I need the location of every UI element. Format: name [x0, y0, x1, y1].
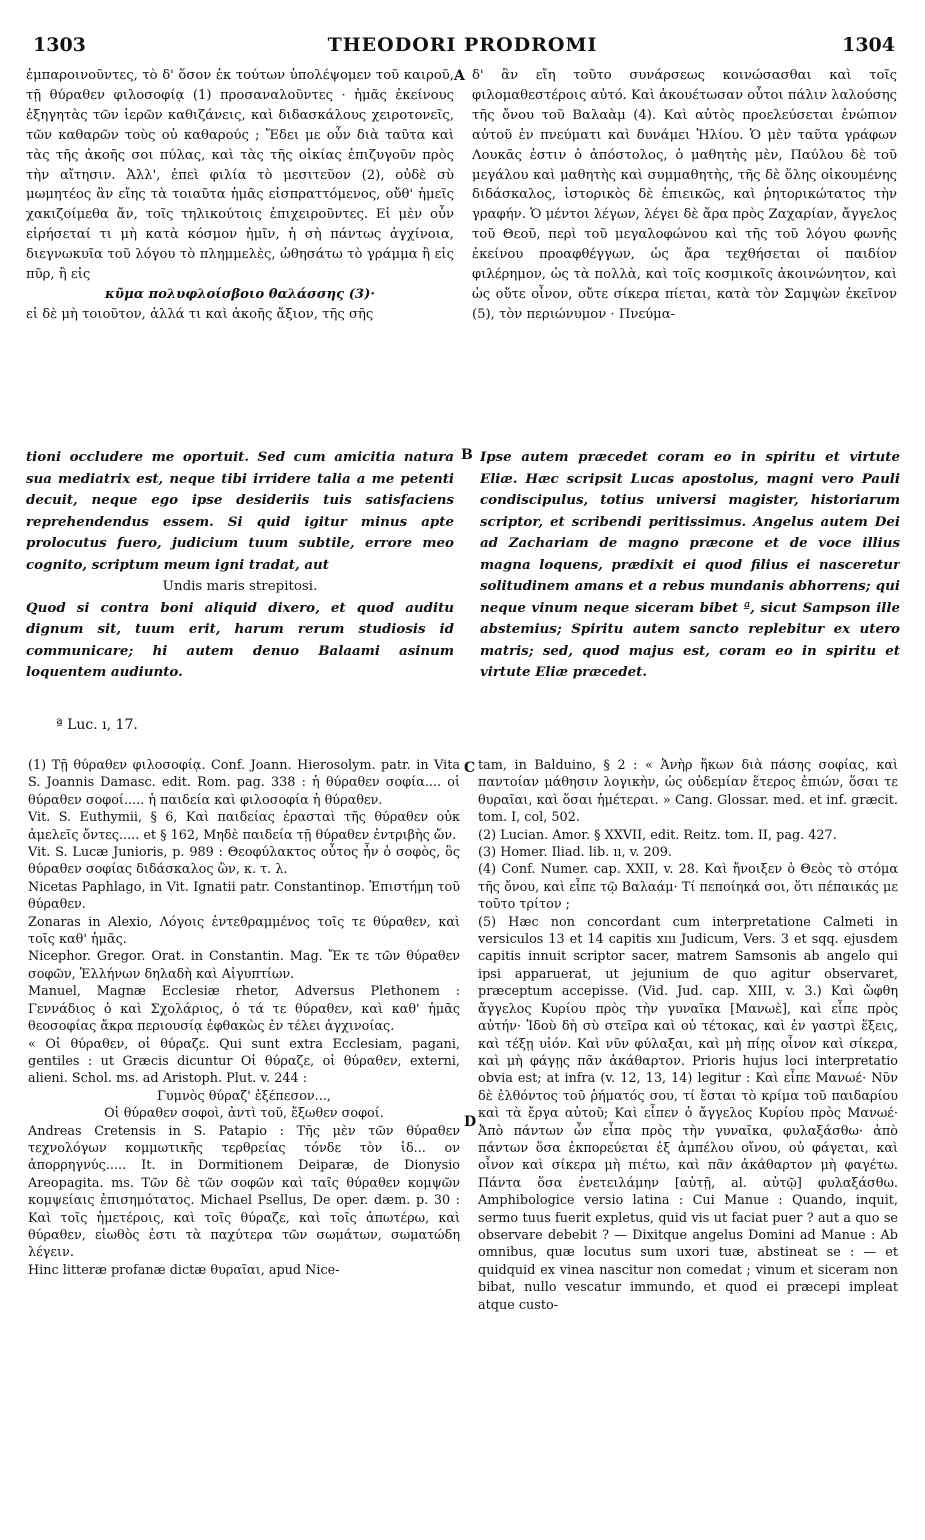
- note-paragraph: tam, in Balduino, § 2 : « Ἀνὴρ ἥκων διὰ πάσης σοφίας, καὶ παντοίαν μάθησιν λογικὴν, ὡς οὐδεμίαν ἕτερος ἐπιών, ὅσαι τε θυραῖαι, καὶ ὅσαι ἡμέτεραι. » Cang. Glossar. med. et inf. græcit. tom. I, col, 502.: [478, 758, 898, 826]
- left-page-number: 1303: [33, 34, 86, 56]
- note-paragraph: Andreas Cretensis in S. Patapio : Τῆς μὲν τῶν θύραθεν τεχνολόγων κομμωτικῆς τερθρείας τόνδε τὸν ἱδ... ον ἀπορρηγνύς..... It. in Dormitionem Deiparæ, de Dionysio Areopagita. ms. Τῶν δὲ τῶν σοφῶν καὶ ταῖς θύραθεν κομψῶν κομψείαις ἐπισημότατος. Michael Psellus, De oper. dæm. p. 30 : Καὶ τοῖς ἡμετέροις, καὶ τοῖς θύραζε, καὶ τοῖς ἀπωτέρω, καὶ θύραθεν, εἰωθὸς ἐστι τὰ παχύτερα τῶν σωμάτων, σωματώδη λέγειν.: [28, 1123, 460, 1261]
- greek-paragraph: ἐμπαροινοῦντες, τὸ δ' ὅσον ἐκ τούτων ὑπολέψομεν τοῦ καιροῦ, τῇ θύραθεν φιλοσοφίᾳ (1) προσαναλοῦντες · ἡμᾶς ἐκείνους ἐξηγητὰς τῶν ἱερῶν καθιζάνεις, καὶ διδασκάλους χειροτονεῖς, τῶν καθαρῶν τοὺς οὐ καθαρούς ; Ἔδει με οὖν διὰ ταῦτα καὶ τὰς τῆς ἀκοῆς σοι πύλας, καὶ τὰς τῆς οἰκίας ἐπιζυγοῦν πρὸς τὴν αἴτησιν. Ἀλλ', ἐπεὶ φιλία τὸ μεσιτεῦον (2), οὐδὲ σὺ μωμητέος ἂν εἴης τὰ τοιαῦτα ἡμᾶς εἰσπραττόμενος, οὔθ' ἡμεῖς χακιζοίμεθα ἄν, τοῖς τηλικούτοις ἐπιχειροῦντες. Εἰ μὲν οὖν εἰρήσεταί τι μὴ κατὰ κόσμον ἡμῖν, ἡ σὴ πάντως ἀγχίνοια, διεγνωκυῖα τοῦ λόγου τὸ πλημμελὲς, ὠθησάτω τὸ γράμμα ἢ εἰς πῦρ, ἢ εἰς: [26, 68, 454, 283]
- margin-letter-b: B: [461, 447, 473, 463]
- greek-paragraph: εἰ δὲ μὴ τοιοῦτον, ἀλλά τι καὶ ἀκοῆς ἄξιον, τῆς σῆς: [26, 306, 374, 322]
- note-verse-line: Γυμνὸς θύραζ' ἐξέπεσον...,: [157, 1088, 331, 1104]
- note-paragraph: (2) Lucian. Amor. § XXVII, edit. Reitz. tom. II, pag. 427.: [478, 827, 837, 843]
- note-paragraph: Vit. S. Euthymii, § 6, Καὶ παιδείας ἐρασταὶ τῆς θύραθεν οὐκ ἀμελεῖς ὄντες..... et § 162, Μηδὲ παιδεία τῇ θύραθεν ἐντριβὴς ὤν.: [28, 810, 460, 843]
- note-paragraph: (4) Conf. Numer. cap. XXII, v. 28. Καὶ ἤνοιξεν ὁ Θεὸς τὸ στόμα τῆς ὄνου, καὶ εἶπε τῷ Βαλαάμ· Τί πεποίηκά σοι, ὅτι πέπαικάς με τοῦτο τρίτον ;: [478, 862, 898, 913]
- greek-text-left-column: [26, 66, 454, 325]
- note-paragraph: Manuel, Magnæ Ecclesiæ rhetor, Adversus Plethonem : Γεννάδιος ὁ καὶ Σχολάριος, ὁ τά τε θύραθεν, καὶ καθ' ἡμᾶς θεοσοφίας ἄκρα περιουσίᾳ ἐφθακὼς ἐν τέλει ἀγχινοίας.: [28, 984, 460, 1035]
- note-verse-line: Οἱ θύραθεν σοφοὶ, ἀντὶ τοῦ, ἔξωθεν σοφοί.: [104, 1106, 384, 1122]
- latin-text-right-column: [480, 447, 900, 684]
- running-title: THEODORI PRODROMI: [327, 34, 598, 56]
- right-page-number: 1304: [842, 34, 895, 56]
- note-paragraph: Nicephor. Gregor. Orat. in Constantin. Mag. Ἔκ τε τῶν θύραθεν σοφῶν, Ἑλλήνων δηλαδὴ καὶ Αἰγυπτίων.: [28, 949, 460, 982]
- greek-paragraph: δ' ἂν εἴη τοῦτο συνάρσεως κοινώσασθαι καὶ τοῖς φιλομαθεστέροις αὐτό. Καὶ ἀκουέτωσαν οὗτοι πάλιν λαλούσης τῆς ὄνου τοῦ Βαλαὰμ (4). Καὶ αὐτὸς προελεύσεται ἐνώπιον αὐτοῦ ἐν πνεύματι καὶ δυνάμει Ἠλίου. Ὁ μὲν ταῦτα γράφων Λουκᾶς ἐστιν ὁ ἀπόστολος, ὁ μαθητὴς μὲν, Παύλου δὲ τοῦ μεγάλου καὶ μαθητὴς καὶ συμμαθητὴς, τῆς δὲ ὅλης οἰκουμένης διδάσκαλος, ἱστορικὸς δὲ ἐπιεικῶς, καὶ ῥητορικώτατος τὴν γραφήν. Ὁ μέντοι λέγων, λέγει δὲ ἄρα πρὸς Ζαχαρίαν, ἄγγελος τοῦ Θεοῦ, περὶ τοῦ μεγαλοφώνου καὶ τῆς τοῦ λόγου φωνῆς ἐκείνου προαφθέγγων, ὡς ἄρα τεχθήσεται οἱ παιδίον φιλέρημον, ὡς τὰ πολλὰ, καὶ τοῖς κοσμικοῖς ἀκοινώνητον, καὶ ὡς οὔτε οἶνον, οὔτε σίκερα πίεται, κατὰ τὸν Σαμψὼν ἐκεῖνον (5), τὸν περιώνυμον · Πνεύμα-: [472, 68, 897, 322]
- note-paragraph: (3) Homer. Iliad. lib. ıı, v. 209.: [478, 845, 672, 861]
- greek-text-right-column: [472, 66, 897, 325]
- latin-paragraph: Ipse autem præcedet coram eo in spiritu et virtute Eliæ. Hæc scripsit Lucas apostolus, magni vero Pauli condiscipulus, totius universi magister, historiarum scriptor, et scribendi peritissimus. Angelus autem Dei ad Zachariam de magno præcone et de voce illius magna loquens, prædixit ei quod filius ei nasceretur solitudinem amans et a rebus mundanis abhorrens; qui neque vinum neque siceram bibet ª, sicut Sampson ille abstemius; Spiritu autem sancto replebitur ex utero matris; sed, quod majus est, coram eo in spiritu et virtute Eliæ præcedet.: [480, 449, 900, 680]
- footnote-reference: ª Luc. ı, 17.: [56, 717, 138, 733]
- note-paragraph: (1) Τῇ θύραθεν φιλοσοφίᾳ. Conf. Joann. Hierosolym. patr. in Vita S. Joannis Damasc. edit. Rom. pag. 338 : ἡ θύραθεν σοφία.... οἱ θύραθεν σοφοί..... ἡ παιδεία καὶ φιλοσοφία ἡ θύραθεν.: [28, 758, 460, 808]
- note-paragraph: (5) Hæc non concordant cum interpretatione Calmeti in versiculos 13 et 14 capitis xııı Judicum, Vers. 3 et sqq. ejusdem capitis innuit scriptor sacer, matrem Samsonis ab angelo qui ipsi apparuerat, ut jejunium de quo agitur observaret, præceptum accepisse. (Vid. Jud. cap. XIII, v. 3.) Καὶ ὤφθη ἄγγελος Κυρίου πρὸς τὴν γυναῖκα [Μανωὲ], καὶ εἶπε πρὸς αὐτήν· Ἰδοὺ δὴ σὺ στεῖρα καὶ οὐ τέτοκας, καὶ ἐν γαστρὶ ἕξεις, καὶ τέξῃ υἱόν. Καὶ νῦν φύλαξαι, καὶ μὴ πίῃς οἶνον καὶ σίκερα, καὶ μὴ φάγῃς πᾶν ἀκάθαρτον. Prioris hujus loci interpretatio obvia est; at infra (v. 12, 13, 14) legitur : Καὶ εἶπε Μανωέ· Νῦν δὲ ἐλθόντος τοῦ ῥήματός σου, τί ἔσται τὸ κρίμα τοῦ παιδαρίου καὶ τὰ ἔργα αὐτοῦ; Καὶ εἶπεν ὁ ἄγγελος Κυρίου πρὸς Μανωέ· Ἀπὸ πάντων ὧν εἶπα πρὸς τὴν γυναῖκα, φυλαξάσθω· ἀπὸ πάντων ὅσα ἐκπορεύεται ἐξ ἀμπέλου οἴνου, οὐ φάγεται, καὶ οἶνον καὶ σίκερα μὴ πιέτω, καὶ πᾶν ἀκάθαρτον μὴ φαγέτω. Πάντα ὅσα ἐνετειλάμην [αὐτῇ, al. αὐτῷ] φυλαξάσθω. Amphibologice versio latina : Cui Manue : Quando, inquit, sermo tuus fuerit expletus, quid vis ut faciat puer ? aut a quo se observare debebit ? — Dixitque angelus Domini ad Manue : Ab omnibus, quæ locutus sum uxori tuæ, abstineat se : — et quidquid ex vinea nascitur non comedat ; vinum et siceram non bibat, nullo vescatur immundo, et quod ei præcepi impleat atque custo-: [478, 914, 898, 1313]
- notes-left-column: [28, 757, 460, 1279]
- note-paragraph: Nicetas Paphlago, in Vit. Ignatii patr. Constantinop. Ἐπιστήμη τοῦ θύραθεν.: [28, 879, 460, 913]
- latin-paragraph: tioni occludere me oportuit. Sed cum amicitia natura sua mediatrix est, neque tibi irridere talia a me petenti decuit, neque ego ipse desideriis tuis satisfaciens reprehendendus essem. Si quid igitur minus apte prolocutus fuero, judicium tuum subtile, errore meo cognito, scriptum meum igni tradat, aut: [26, 449, 454, 573]
- notes-right-column: [478, 757, 898, 1314]
- margin-letter-a: A: [454, 68, 465, 84]
- greek-verse-quote: κῦμα πολυφλοίσβοιο θαλάσσης (3)·: [105, 286, 375, 302]
- note-paragraph: Vit. S. Lucæ Junioris, p. 989 : Θεοφύλακτος οὗτος ἦν ὁ σοφὸς, ὃς θύραθεν σοφίας διδάσκαλος ὢν, κ. τ. λ.: [28, 845, 460, 878]
- margin-letter-d: D: [464, 1114, 477, 1130]
- note-paragraph: Hinc litteræ profanæ dictæ θυραῖαι, apud Nice-: [28, 1262, 340, 1278]
- latin-text-left-column: [26, 447, 454, 684]
- latin-paragraph: Quod si contra boni aliquid dixero, et quod auditu dignum sit, tuum erit, harum rerum studiosis id communicare; hi autem denuo Balaami asinum loquentem audiunto.: [26, 599, 454, 680]
- note-paragraph: Zonaras in Alexio, Λόγοις ἐντεθραμμένος τοῖς τε θύραθεν, καὶ τοῖς καθ' ἡμᾶς.: [28, 914, 460, 948]
- latin-verse-quote: Undis maris strepitosi.: [162, 579, 318, 594]
- note-paragraph: « Οἱ θύραθεν, οἱ θύραζε. Qui sunt extra Ecclesiam, pagani, gentiles : ut Græcis dicuntur Οἱ θύραζε, οἱ θύραθεν, externi, alieni. Schol. ms. ad Aristoph. Plut. v. 244 :: [28, 1036, 460, 1087]
- margin-letter-c: C: [464, 760, 476, 776]
